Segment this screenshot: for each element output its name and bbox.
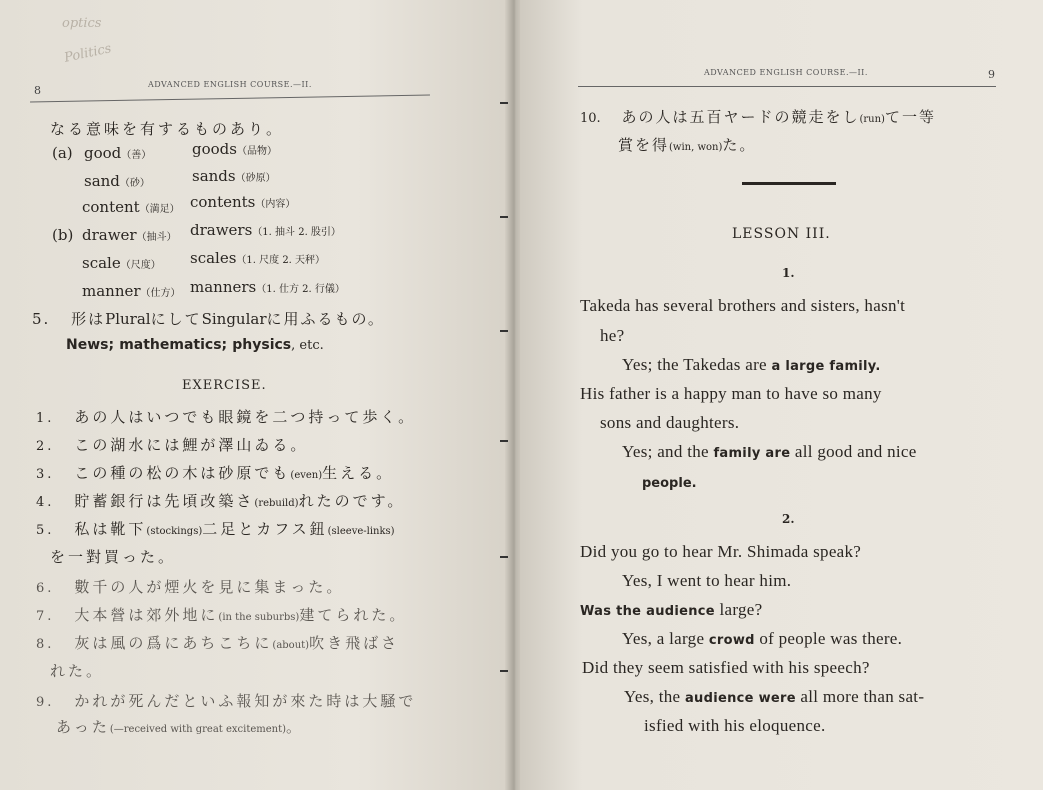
exercise-item — [36, 690, 416, 711]
plural-gloss: （内容） — [255, 199, 296, 210]
pair-row-plural — [192, 140, 277, 158]
dialogue-line: sons and daughters. — [600, 413, 740, 432]
exercise-number: 3. — [36, 467, 55, 482]
exercise-item — [36, 434, 308, 455]
etc-text: , etc. — [291, 338, 324, 353]
plural-word: manners — [190, 278, 257, 296]
exercise-text: れたのです。 — [298, 492, 406, 510]
pair-row-plural — [190, 249, 325, 267]
exercise-10 — [580, 106, 936, 127]
exercise-text: この湖水には鯉が澤山ゐる。 — [74, 436, 309, 454]
dialogue-line — [622, 629, 902, 649]
pencil-note-1: optics — [62, 16, 102, 31]
exercise-text: かれが死んだといふ報知が來た時は大騒で — [74, 692, 417, 710]
exercise-text: れた。 — [50, 662, 105, 680]
rule-term: Singular — [201, 310, 267, 328]
plural-gloss: （1. 抽斗 2. 股引） — [252, 227, 341, 238]
rule-term: Plural — [105, 310, 151, 328]
exercise-gloss: (rebuild) — [254, 498, 299, 509]
dialogue-line — [580, 600, 763, 620]
page-number-right: 9 — [988, 68, 995, 81]
singular-word: good — [84, 144, 122, 162]
exercise-text: た。 — [722, 136, 757, 154]
singular-gloss: （仕方） — [140, 288, 181, 299]
pair-row — [82, 198, 180, 216]
exercise-text: 灰は風の爲にあちこちに — [74, 634, 273, 652]
exercise-text: 賞を得 — [618, 136, 670, 154]
pair-row — [84, 144, 151, 162]
singular-gloss: （満足） — [139, 204, 180, 215]
exercise-item — [36, 632, 399, 653]
plural-word: goods — [192, 140, 237, 158]
group-a-label: (a) — [52, 144, 73, 162]
exercise-text: 數千の人が煙火を見に集まった。 — [74, 578, 345, 596]
exercise-text: て一等 — [884, 108, 936, 126]
exercise-text: 吹き飛ばさ — [309, 634, 400, 652]
singular-gloss: （尺度） — [120, 260, 161, 271]
dialogue-line: Did you go to hear Mr. Shimada speak? — [580, 542, 862, 561]
exercise-gloss: (—received with great excitement) — [109, 724, 287, 735]
exercise-item — [36, 490, 405, 511]
pair-row — [82, 282, 181, 300]
exercise-item — [50, 660, 104, 681]
running-head-right: ADVANCED ENGLISH COURSE.—II. — [704, 68, 868, 77]
exercise-number: 4. — [36, 495, 55, 510]
dialogue-text: of people was there. — [759, 629, 903, 648]
exercise-number: 9. — [36, 695, 55, 710]
dialogue-text: Yes, a large — [622, 629, 705, 648]
exercise-heading: EXERCISE. — [182, 378, 267, 393]
exercise-item — [36, 604, 407, 625]
separator: ; — [221, 337, 228, 353]
exercise-text: あの人は五百ヤードの競走をし — [621, 108, 860, 126]
dialogue-line: Takeda has several brothers and sisters, hasn't — [580, 296, 906, 315]
singular-gloss: （善） — [121, 150, 152, 161]
dialogue-line — [624, 687, 924, 707]
example-word: physics — [232, 337, 292, 353]
dialogue-text: all good and nice — [794, 442, 917, 461]
emphasis-text: family are — [713, 446, 791, 461]
pair-row — [84, 172, 150, 190]
exercise-text: 建てられた。 — [299, 606, 408, 624]
plural-gloss: （砂原） — [235, 173, 276, 184]
plural-word: scales — [190, 249, 237, 267]
section-number: 2. — [782, 512, 795, 526]
dialogue-line: Yes, I went to hear him. — [622, 571, 792, 590]
pair-row-plural — [190, 221, 341, 239]
plural-gloss: （1. 尺度 2. 天秤） — [236, 255, 326, 266]
rule-text: 形は — [71, 310, 106, 328]
header-rule-left — [30, 95, 430, 103]
exercise-text: 生える。 — [322, 464, 395, 482]
singular-word: content — [82, 198, 140, 216]
page-mark — [500, 102, 508, 104]
pair-row-plural — [192, 167, 276, 185]
rule-text: にして — [150, 310, 202, 328]
exercise-text: この種の松の木は砂原でも — [74, 464, 291, 482]
page-mark — [500, 670, 508, 672]
exercise-gloss: (run) — [859, 114, 885, 125]
right-page — [520, 0, 1043, 790]
singular-word: sand — [84, 172, 120, 190]
dialogue-line: he? — [600, 326, 625, 345]
exercise-number: 7. — [36, 609, 55, 624]
lesson-title: LESSON III. — [732, 226, 831, 242]
dialogue-line — [622, 442, 917, 462]
rule-number: 5. — [32, 310, 51, 328]
exercise-gloss: (sleeve-links) — [327, 526, 395, 537]
section-number: 1. — [782, 266, 795, 280]
singular-gloss: （抽斗） — [136, 232, 177, 243]
exercise-number: 1. — [36, 411, 55, 426]
plural-word: drawers — [190, 221, 253, 239]
dialogue-line — [642, 472, 697, 491]
exercise-text: あの人はいつでも眼鏡を二つ持って歩く。 — [74, 408, 417, 426]
dialogue-text: large? — [719, 600, 763, 619]
page-mark — [500, 556, 508, 558]
exercise-item — [36, 518, 395, 539]
singular-word: manner — [82, 282, 141, 300]
example-word: News — [66, 337, 109, 353]
intro-line: なる意味を有するものあり。 — [50, 120, 285, 138]
exercise-10-cont — [618, 134, 756, 155]
plural-word: sands — [192, 167, 236, 185]
plural-gloss: （1. 仕方 2. 行儀） — [256, 284, 345, 295]
exercise-gloss: (in the suburbs) — [218, 612, 300, 623]
exercise-item — [36, 576, 344, 597]
emphasis-text: people. — [642, 476, 697, 491]
dialogue-line: isfied with his eloquence. — [644, 716, 826, 735]
exercise-number: 6. — [36, 581, 55, 596]
group-b-label: (b) — [52, 226, 74, 244]
dialogue-line — [622, 355, 881, 375]
exercise-number: 10. — [580, 111, 601, 126]
exercise-item — [50, 546, 176, 567]
singular-word: scale — [82, 254, 121, 272]
pair-row-plural — [190, 278, 345, 296]
dialogue-text: all more than sat- — [800, 687, 925, 706]
emphasis-text: audience were — [684, 691, 796, 706]
exercise-text: 。 — [286, 718, 305, 736]
exercise-item — [36, 462, 394, 483]
exercise-number: 2. — [36, 439, 55, 454]
exercise-gloss: (stockings) — [146, 526, 203, 537]
exercise-text: を一對買った。 — [50, 548, 177, 566]
singular-word: drawer — [82, 226, 137, 244]
exercise-number: 8. — [36, 637, 55, 652]
running-head-left: ADVANCED ENGLISH COURSE.—II. — [148, 80, 312, 89]
rule-text: に用ふるもの。 — [266, 310, 385, 328]
page-mark — [500, 216, 508, 218]
separator: ; — [108, 337, 115, 353]
page-mark — [500, 440, 508, 442]
page-number-left: 8 — [34, 84, 41, 97]
singular-gloss: （砂） — [119, 178, 150, 189]
dialogue-text: Yes; the Takedas are — [622, 355, 767, 374]
example-word: mathematics — [119, 337, 222, 353]
rule-5-examples — [66, 334, 324, 353]
exercise-item — [36, 406, 416, 427]
rule-5 — [32, 308, 385, 329]
exercise-text: 大本營は郊外地に — [74, 606, 219, 624]
exercise-number: 5. — [36, 523, 55, 538]
pair-row-plural — [190, 193, 295, 211]
emphasis-text: a large family. — [771, 359, 881, 374]
exercise-item — [56, 716, 304, 737]
emphasis-text: Was the audience — [580, 604, 715, 619]
exercise-text: 私は靴下 — [74, 520, 147, 538]
pair-row — [82, 254, 161, 272]
section-divider — [742, 182, 836, 185]
dialogue-text: Yes, the — [624, 687, 681, 706]
exercise-gloss: (about) — [272, 640, 310, 651]
dialogue-text: Yes; and the — [622, 442, 709, 461]
exercise-text: 二足とカフス鈕 — [202, 520, 328, 538]
exercise-gloss: (even) — [290, 470, 323, 481]
dialogue-line: Did they seem satisfied with his speech? — [582, 658, 870, 677]
exercise-text: あった — [56, 718, 110, 736]
emphasis-text: crowd — [708, 633, 755, 648]
exercise-text: 貯蓄銀行は先頃改築さ — [74, 492, 255, 510]
header-rule-right — [578, 86, 996, 87]
plural-gloss: （品物） — [236, 146, 277, 157]
left-page — [0, 0, 510, 790]
pair-row — [82, 226, 177, 244]
page-mark — [500, 330, 508, 332]
plural-word: contents — [190, 193, 256, 211]
exercise-gloss: (win, won) — [669, 142, 723, 153]
pencil-note-2: Politics — [62, 41, 113, 66]
dialogue-line: His father is a happy man to have so many — [580, 384, 882, 403]
